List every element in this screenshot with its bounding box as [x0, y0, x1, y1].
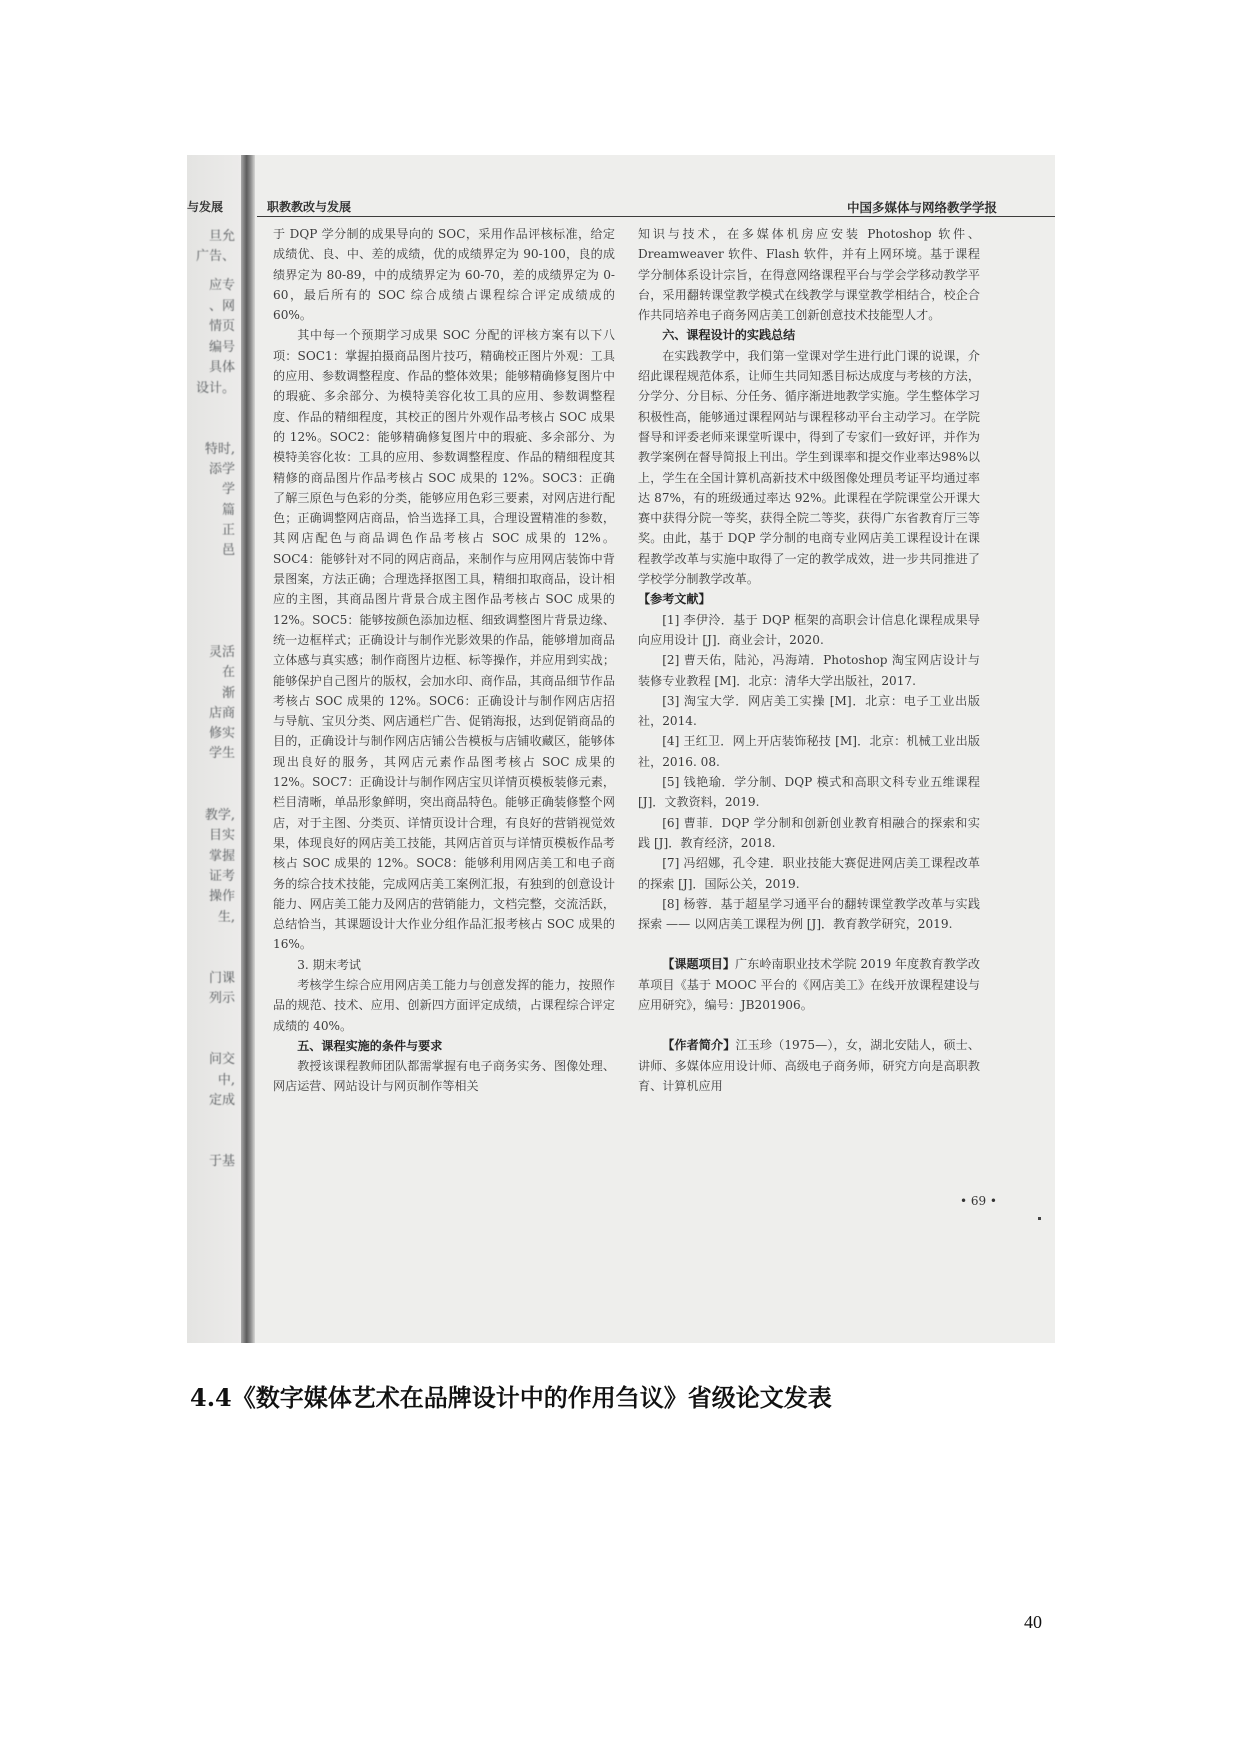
previous-page-fragment: 门课: [208, 971, 235, 986]
previous-page-fragment: 证考: [208, 869, 235, 884]
binding-spine-shadow: [241, 155, 255, 1343]
previous-page-fragment: 应专: [208, 278, 235, 293]
paragraph: 教授该课程教师团队都需掌握有电子商务实务、图像处理、网店运营、网站设计与网页制作等相关: [273, 1059, 615, 1094]
scan-mark: [1038, 1217, 1041, 1220]
reference-item: [4] 王红卫．网上开店装饰秘技 [M]．北京：机械工业出版社，2016. 08.: [638, 734, 980, 769]
references-heading: 【参考文献】: [638, 592, 711, 607]
spacer: [638, 934, 980, 954]
spacer: [638, 1015, 980, 1035]
previous-page-fragment: 生,: [217, 910, 235, 925]
previous-page-fragment: 于基: [208, 1154, 235, 1169]
previous-page-fragment: 旦允: [208, 229, 235, 244]
running-header-left: 职教教改与发展: [267, 200, 352, 214]
project-note: [638, 954, 980, 1015]
previous-page-fragment: 灵活: [208, 645, 235, 660]
previous-page-fragment: 在: [221, 665, 235, 680]
previous-page-fragment: 问交: [208, 1052, 235, 1067]
journal-page-number: • 69 •: [959, 1194, 997, 1208]
section-heading: 六、课程设计的实践总结: [662, 328, 796, 343]
running-header-right: 中国多媒体与网络教学学报: [846, 200, 997, 215]
previous-page-fragment: 特时,: [204, 442, 235, 457]
reference-item: [1] 李伊泠．基于 DQP 框架的高职会计信息化课程成果导向应用设计 [J]．商业会计，2020.: [638, 612, 980, 647]
previous-page-fragment: 编号: [208, 340, 235, 355]
previous-page-fragment: 正: [221, 523, 235, 538]
previous-page-fragment: 渐: [221, 686, 235, 701]
reference-item: [2] 曹天佑，陆沁，冯海靖．Photoshop 淘宝网店设计与装修专业教程 [M]．北京：清华大学出版社，2017.: [638, 653, 980, 688]
previous-page-fragment: 店商: [208, 706, 235, 721]
reference-item: [7] 冯绍娜，孔令建．职业技能大赛促进网店美工课程改革的探索 [J]．国际公关，2019.: [638, 856, 980, 891]
previous-page-fragment: 情页: [208, 319, 235, 334]
previous-page-fragment: 目实: [208, 828, 235, 843]
left-text-column: [273, 224, 615, 1097]
previous-page-header: 与发展: [187, 200, 224, 214]
project-text: 广东岭南职业技术学院 2019 年度教育教学改革项目《基于 MOOC 平台的《网店美工》在线开放课程建设与应用研究》，编号：JB201906。: [638, 957, 980, 1012]
paragraph: 其中每一个预期学习成果 SOC 分配的评核方案有以下八项：SOC1：掌握拍摄商品图片技巧，精确校正图片外观：工具的应用、参数调整程度、作品的整体效果；能够精确修复图片中的瑕疵、多余部分、为模特美容化妆工具的应用、参数调整程度、作品的精细程度，其校正的图片外观作品考核占 SOC 成果的 12%。SOC2：能够精确修复图片中的瑕疵、多余部分、为模特美容化妆：工具的应用、参数调整程度、作品的精细程度其精修的商品图片作品考核占 SOC 成果的 12%。SOC3：正确了解三原色与色彩的分类，能够应用色彩三要素，对网店进行配色；正确调整网店商品，恰当选择工具，合理设置精准的参数，其网店配色与商品调色作品考核占 SOC 成果的 12%。SOC4：能够针对不同的网店商品，来制作与应用网店装饰中背景图案，方法正确；合理选择抠图工具，精细扣取商品，设计相应的主图，其商品图片背景合成主图作品考核占 SOC 成果的 12%。SOC5：能够按颜色添加边框、细致调整图片背景边缘、统一边框样式；正确设计与制作光影效果的作品，能够增加商品立体感与真实感；制作商图片边框、标等操作，并应用到实战；能够保护自己图片的版权，会加水印、商作品，其商品细节作品考核占 SOC 成果的 12%。SOC6：正确设计与制作网店店招与导航、宝贝分类、网店通栏广告、促销海报，达到促销商品的目的，正确设计与制作网店店铺公告模板与店铺收藏区，能够体现出良好的服务，其网店元素作品图考核占 SOC 成果的 12%。SOC7：正确设计与制作网店宝贝详情页模板装修元素，栏目清晰，单品形象鲜明，突出商品特色。能够正确装修整个网店，对于主图、分类页、详情页设计合理，有良好的营销视觉效果，体现良好的网店美工技能，其网店首页与详情页模板作品考核占 SOC 成果的 12%。SOC8：能够利用网店美工和电子商务的综合技术技能，完成网店美工案例汇报，有独到的创意设计能力、网店美工能力及网店的营销能力，文档完整，交流活跃，总结恰当，其课题设计大作业分组作品汇报考核占 SOC 成果的 16%。: [273, 328, 615, 952]
previous-page-fragment: 设计。: [195, 381, 235, 396]
reference-item: [5] 钱艳瑜．学分制、DQP 模式和高职文科专业五维课程 [J]．文教资料，2019.: [638, 775, 980, 810]
previous-page-fragment: 学: [221, 482, 235, 497]
section-caption: 4.4《数字媒体艺术在品牌设计中的作用刍议》省级论文发表: [190, 1383, 832, 1412]
previous-page-fragment: 操作: [208, 889, 235, 904]
previous-page-fragment: 教学,: [204, 808, 235, 823]
reference-item: [8] 杨蓉．基于超星学习通平台的翻转课堂教学改革与实践探索 —— 以网店美工课程为例 [J]．教育教学研究，2019.: [638, 896, 980, 932]
reference-item: [3] 淘宝大学．网店美工实操 [M]．北京：电子工业出版社，2014.: [638, 693, 980, 729]
previous-page-text: [187, 155, 237, 1343]
reference-item: [6] 曹菲．DQP 学分制和创新创业教育相融合的探索和实践 [J]．教育经济，2018.: [638, 815, 980, 850]
previous-page-fragment: 广告、: [195, 249, 235, 264]
journal-page-scan: [187, 155, 1055, 1343]
header-rule: [257, 216, 1055, 217]
author-note: [638, 1035, 980, 1096]
previous-page-fragment: 学生: [208, 746, 235, 761]
previous-page-fragment: 邑: [221, 543, 235, 558]
previous-page-fragment: 掌握: [208, 849, 235, 864]
section-heading: 五、课程实施的条件与要求: [297, 1038, 443, 1053]
previous-page-fragment: 、网: [208, 299, 235, 314]
previous-page-fragment: 具体: [208, 360, 235, 375]
previous-page-fragment: 列示: [208, 991, 235, 1006]
previous-page-fragment: 定成: [208, 1093, 235, 1108]
author-text: 江玉珍（1975—），女，湖北安陆人，硕士、讲师、多媒体应用设计师、高级电子商务师，研究方向是高职教育、计算机应用: [638, 1038, 980, 1093]
previous-page-fragment: 修实: [208, 726, 235, 741]
previous-page-fragment: 篇: [221, 503, 235, 518]
paragraph: 在实践教学中，我们第一堂课对学生进行此门课的说课，介绍此课程规范体系，让师生共同知悉目标达成度与考核的方法，分学分、分目标、分任务、循序渐进地教学实施。学生整体学习积极性高，能够通过课程网站与课程移动平台主动学习。在学院督导和评委老师来课堂听课中，得到了专家们一致好评，并作为教学案例在督导简报上刊出。学生到课率和提交作业率达98%以上，学生在全国计算机高新技术中级图像处理员考证平均通过率达 87%，有的班级通过率达 92%。此课程在学院课堂公开课大赛中获得分院一等奖，获得全院二等奖，获得广东省教育厅三等奖。由此，基于 DQP 学分制的电商专业网店美工课程设计在课程教学改革与实施中取得了一定的教学成效，进一步共同推进了学校学分制教学改革。: [638, 348, 980, 587]
author-label: 【作者简介】: [662, 1038, 736, 1053]
paragraph: 考核学生综合应用网店美工能力与创意发挥的能力，按照作品的规范、技术、应用、创新四方面评定成绩，占课程综合评定成绩的 40%。: [273, 977, 615, 1033]
page-number: 40: [1024, 1612, 1042, 1632]
subheading: 3. 期末考试: [297, 957, 361, 972]
paragraph: 知识与技术，在多媒体机房应安装 Photoshop 软件、Dreamweaver 软件、Flash 软件，并有上网环境。基于课程学分制体系设计宗旨，在得意网络课程平台与学会学移动教学平台，采用翻转课堂教学模式在线教学与课堂教学相结合，校企合作共同培养电子商务网店美工创新创意技术技能型人才。: [638, 227, 980, 323]
right-text-column: [638, 224, 980, 1096]
previous-page-fragment: 中,: [217, 1073, 235, 1088]
previous-page-fragment: 添学: [208, 462, 235, 477]
project-label: 【课题项目】: [662, 957, 736, 972]
paragraph: 于 DQP 学分制的成果导向的 SOC，采用作品评核标准，给定成绩优、良、中、差的成绩，优的成绩界定为 90-100，良的成绩界定为 80-89，中的成绩界定为 60-70，差的成绩界定为 0-60，最后所有的 SOC 综合成绩占课程综合评定成绩成的 60%。: [273, 227, 615, 323]
